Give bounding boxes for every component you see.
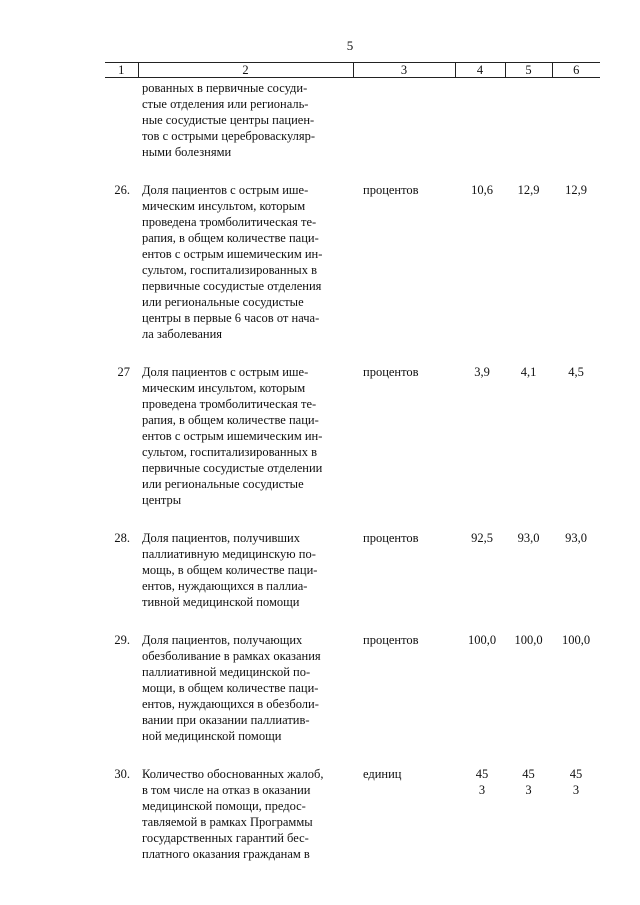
row-description: Количество обоснованных жалоб, в том числе на отказ в оказании медицинской помощи, предос- тавляемой в рамках Программы государственных гарантий бес- платного оказания гражданам в [142, 767, 324, 861]
row-description: Доля пациентов с острым ише- мическим инсультом, которым проведена тромболитическая те- рапия, в общем количестве паци- ентов с острым ишемическим ин- сультом, госпитализированных в первичные сосудистые отделения или региональные сосудистые центры в первые 6 часов от нача- ла заболевания [142, 183, 323, 341]
row-value-col-6: 93,0 [565, 531, 587, 545]
row-number [105, 78, 138, 183]
header-col-1: 1 [105, 63, 138, 78]
row-value-col-5: 45 3 [522, 767, 535, 797]
row-number: 29. [114, 633, 130, 647]
row-value-col-5: 100,0 [514, 633, 543, 647]
table-row [105, 530, 600, 632]
row-value-col-5: 93,0 [517, 531, 540, 545]
row-description: Доля пациентов с острым ише- мическим инсультом, которым проведена тромболитическая те- рапия, в общем количестве паци- ентов с острым ишемическим ин- сультом, госпитализированных в первичные сосудистые отделении или региональные сосудистые центры [142, 365, 323, 507]
row-number: 27 [117, 365, 130, 379]
page-number: 5 [346, 38, 354, 53]
row-unit: процентов [363, 365, 419, 379]
row-value-col-4: 100,0 [467, 633, 497, 647]
table-row-continuation [105, 78, 600, 183]
row-value-col-4: 45 3 [475, 767, 489, 797]
row-value-col-4: 92,5 [471, 531, 493, 545]
header-col-4: 4 [455, 63, 505, 78]
indicators-table [105, 62, 600, 862]
row-description: Доля пациентов, получающих обезболивание в рамках оказания паллиативной медицинской по- мощи, в общем количестве паци- ентов, нуждающихся в обезболи- вании при оказании паллиатив- ной медицинской помощи [142, 633, 321, 743]
table-row [105, 766, 600, 862]
row-number: 26. [114, 183, 130, 197]
row-value-col-5: 12,9 [517, 183, 540, 197]
row-unit: единиц [363, 767, 402, 781]
header-col-6: 6 [552, 63, 600, 78]
row-value-col-4: 10,6 [471, 183, 493, 197]
row-unit: процентов [363, 183, 419, 197]
row-value-col-4: 3,9 [474, 365, 490, 379]
header-col-2: 2 [138, 63, 353, 78]
row-number: 28. [114, 531, 130, 545]
header-col-3: 3 [353, 63, 455, 78]
column-number-header-row [105, 63, 600, 78]
table-row [105, 182, 600, 364]
row-value-col-6: 45 3 [569, 767, 583, 797]
row-description: Доля пациентов, получивших паллиативную медицинскую по- мощь, в общем количестве паци- ентов, нуждающихся в паллиа- тивной медицинской помощи [142, 531, 318, 609]
row-number: 30. [114, 767, 130, 781]
row-value-col-6: 100,0 [561, 633, 591, 647]
table-row [105, 364, 600, 530]
row-value-col-6: 4,5 [568, 365, 584, 379]
table-row [105, 632, 600, 766]
row-description: рованных в первичные сосуди- стые отделения или региональ- ные сосудистые центры пациен- тов с острыми цереброваскуляр- ными болезнями [142, 81, 316, 159]
row-value-col-6: 12,9 [565, 183, 587, 197]
header-col-5: 5 [505, 63, 552, 78]
row-unit: процентов [363, 531, 419, 545]
row-unit: процентов [363, 633, 419, 647]
row-value-col-5: 4,1 [520, 365, 537, 379]
